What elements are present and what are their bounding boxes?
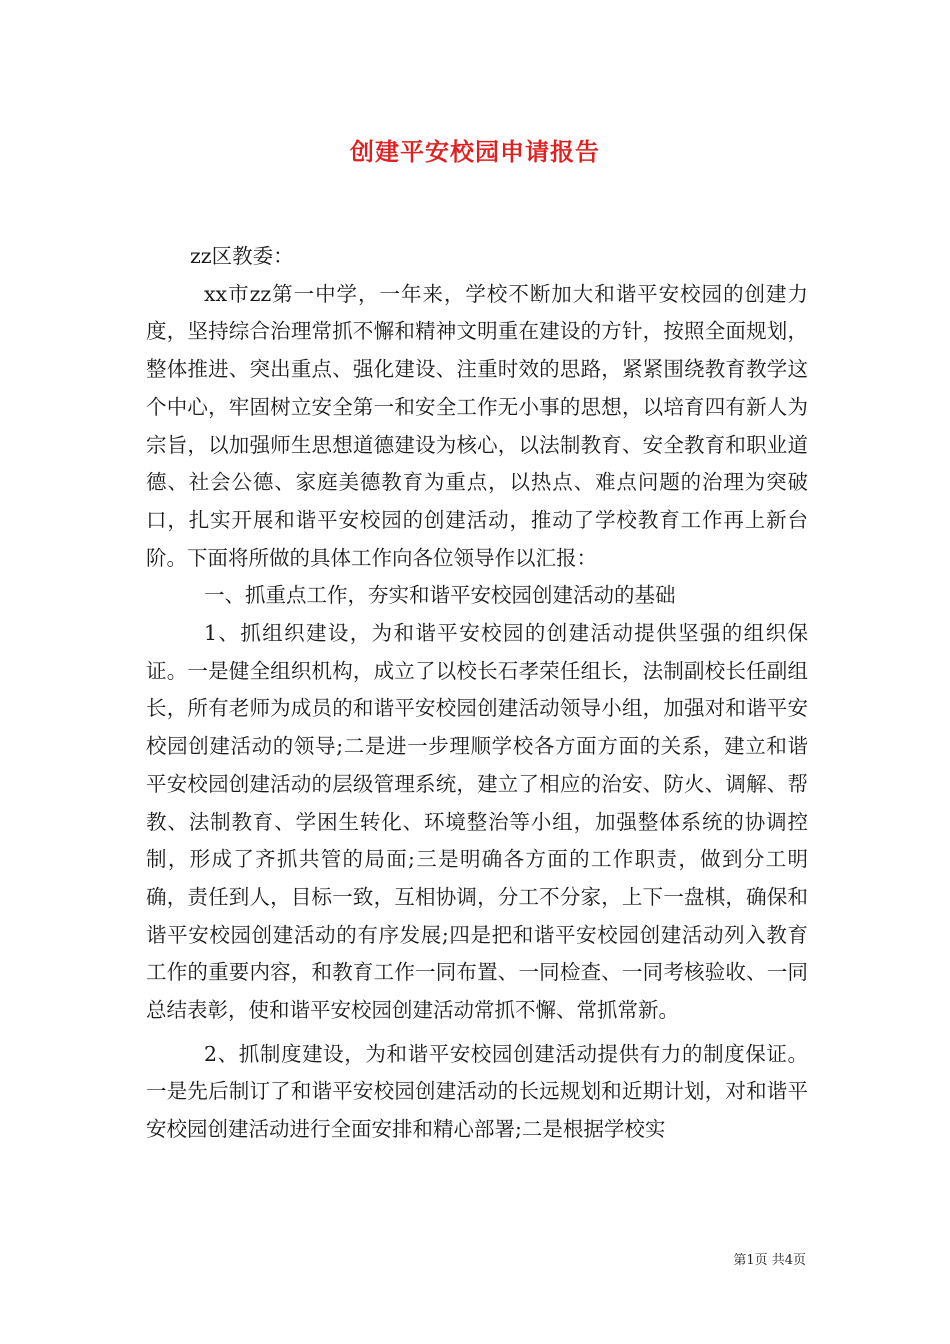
document-body xyxy=(146,238,808,1149)
paragraph-organization: 1、抓组织建设，为和谐平安校园的创建活动提供坚强的组织保证。一是健全组织机构，成立了以校长石孝荣任组长，法制副校长任副组长，所有老师为成员的和谐平安校园创建活动领导小组，加强对和谐平安校园创建活动的领导;二是进一步理顺学校各方面方面的关系，建立和谐平安校园创建活动的层级管理系统，建立了相应的治安、防火、调解、帮教、法制教育、学困生转化、环境整治等小组，加强整体系统的协调控制，形成了齐抓共管的局面;三是明确各方面的工作职责，做到分工明确，责任到人，目标一致，互相协调，分工不分家，上下一盘棋，确保和谐平安校园创建活动的有序发展;四是把和谐平安校园创建活动列入教育工作的重要内容，和教育工作一同布置、一同检查、一同考核验收、一同总结表彰，使和谐平安校园创建活动常抓不懈、常抓常新。 xyxy=(146,621,808,1023)
document-title: 创建平安校园申请报告 xyxy=(350,137,600,166)
salutation: zz区教委： xyxy=(190,244,294,268)
page-number: 第1页 共4页 xyxy=(733,1253,806,1268)
intro-paragraph: xx市zz第一中学，一年来，学校不断加大和谐平安校园的创建力度，坚持综合治理常抓不懈和精神文明重在建设的方针，按照全面规划，整体推进、突出重点、强化建设、注重时效的思路，紧紧围绕教育教学这个中心，牢固树立安全第一和安全工作无小事的思想，以培育四有新人为宗旨，以加强师生思想道德建设为核心，以法制教育、安全教育和职业道德、社会公德、家庭美德教育为重点，以热点、难点问题的治理为突破口，扎实开展和谐平安校园的创建活动，推动了学校教育工作再上新台阶。下面将所做的具体工作向各位领导作以汇报： xyxy=(146,281,808,570)
section-heading: 一、抓重点工作，夯实和谐平安校园创建活动的基础 xyxy=(204,583,676,608)
paragraph-system: 2、抓制度建设，为和谐平安校园创建活动提供有力的制度保证。一是先后制订了和谐平安校园创建活动的长远规划和近期计划，对和谐平安校园创建活动进行全面安排和精心部署;二是根据学校实 xyxy=(146,1041,808,1142)
